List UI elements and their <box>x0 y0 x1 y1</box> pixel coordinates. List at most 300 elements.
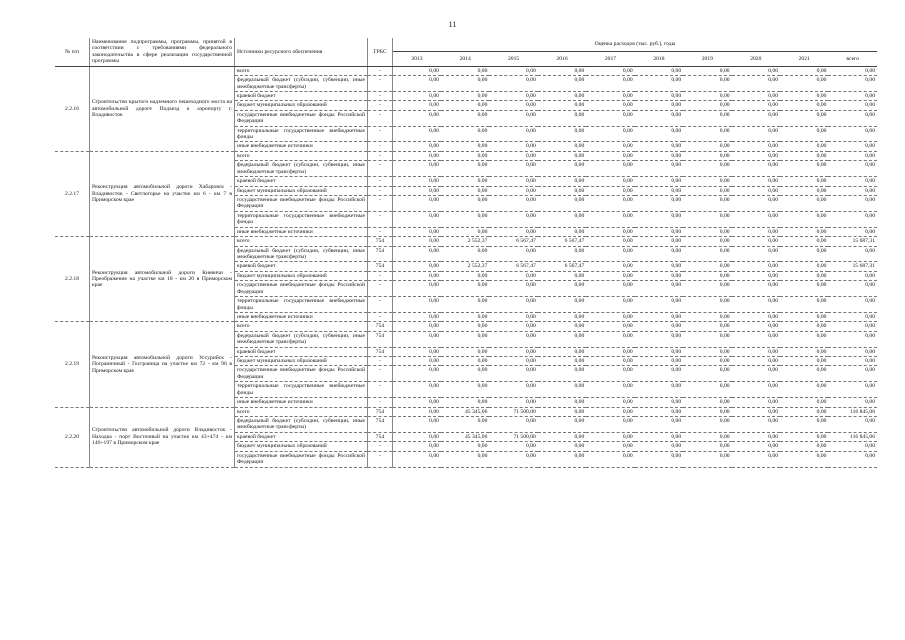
total-value: 0,00 <box>828 451 877 467</box>
year-value: 0,00 <box>780 347 828 356</box>
year-value: 0,00 <box>586 76 634 92</box>
year-value: 0,00 <box>683 196 731 212</box>
year-value: 0,00 <box>732 76 780 92</box>
year-value: 0,00 <box>586 322 634 331</box>
grbs-code: 754 <box>368 331 393 347</box>
total-value: 0,00 <box>828 322 877 331</box>
year-value: 0,00 <box>635 262 683 271</box>
year-header: 2020 <box>732 52 780 66</box>
year-value: 0,00 <box>683 382 731 398</box>
total-value: 0,00 <box>828 357 877 366</box>
year-value: 0,00 <box>393 322 441 331</box>
year-value: 0,00 <box>732 322 780 331</box>
section-name: Строительство крытого надземного пешеходного моста на автомобильной дороге Подъезд к аэропорту г. Владивосток <box>90 66 235 151</box>
year-value: 0,00 <box>538 76 586 92</box>
year-value: 0,00 <box>489 91 537 100</box>
funding-source: государственные внебюджетные фонды Российской Федерации <box>235 366 368 382</box>
year-value: 0,00 <box>635 66 683 75</box>
total-value: 0,00 <box>828 66 877 75</box>
year-value: 0,00 <box>635 281 683 297</box>
year-value: 0,00 <box>732 211 780 227</box>
year-value: 0,00 <box>586 451 634 467</box>
year-value: 0,00 <box>732 177 780 186</box>
year-value: 0,00 <box>538 271 586 280</box>
grbs-code: - <box>368 398 393 407</box>
year-value: 0,00 <box>635 101 683 110</box>
year-value: 0,00 <box>732 142 780 151</box>
year-value: 0,00 <box>538 398 586 407</box>
table-row <box>55 151 877 160</box>
funding-source: федеральный бюджет (субсидии, субвенции, иные межбюджетные трансферты) <box>235 416 368 432</box>
year-value: 0,00 <box>586 398 634 407</box>
year-value: 0,00 <box>489 126 537 142</box>
grbs-code: - <box>368 366 393 382</box>
year-value: 0,00 <box>780 91 828 100</box>
total-value: 0,00 <box>828 331 877 347</box>
year-value: 0,00 <box>635 442 683 451</box>
year-value: 0,00 <box>441 177 489 186</box>
total-value: 0,00 <box>828 126 877 142</box>
year-value: 0,00 <box>393 110 441 126</box>
year-value: 0,00 <box>393 126 441 142</box>
funding-source: иные внебюджетные источники <box>235 142 368 151</box>
year-value: 0,00 <box>586 357 634 366</box>
year-value: 0,00 <box>393 312 441 321</box>
year-value: 0,00 <box>780 142 828 151</box>
year-value: 0,00 <box>683 312 731 321</box>
year-value: 2 552,37 <box>441 262 489 271</box>
year-value: 0,00 <box>489 76 537 92</box>
year-value: 0,00 <box>683 91 731 100</box>
year-value: 71 500,00 <box>489 407 537 416</box>
year-value: 0,00 <box>732 366 780 382</box>
grbs-code: 754 <box>368 246 393 262</box>
year-value: 0,00 <box>635 142 683 151</box>
year-value: 0,00 <box>489 196 537 212</box>
year-value: 0,00 <box>538 142 586 151</box>
year-value: 0,00 <box>393 347 441 356</box>
total-value: 0,00 <box>828 442 877 451</box>
year-value: 0,00 <box>780 407 828 416</box>
grbs-code: - <box>368 297 393 313</box>
year-value: 0,00 <box>683 398 731 407</box>
funding-source: государственные внебюджетные фонды Российской Федерации <box>235 451 368 467</box>
year-value: 0,00 <box>393 382 441 398</box>
year-value: 0,00 <box>441 451 489 467</box>
year-value: 0,00 <box>441 126 489 142</box>
year-value: 0,00 <box>441 297 489 313</box>
year-value: 0,00 <box>683 142 731 151</box>
year-value: 0,00 <box>732 227 780 236</box>
year-value: 0,00 <box>732 312 780 321</box>
year-value: 0,00 <box>635 416 683 432</box>
year-value: 0,00 <box>489 442 537 451</box>
year-value: 6 567,47 <box>489 262 537 271</box>
year-value: 0,00 <box>393 211 441 227</box>
section-number: 2.2.16 <box>55 66 90 151</box>
year-value: 0,00 <box>441 151 489 160</box>
year-value: 0,00 <box>780 312 828 321</box>
year-value: 0,00 <box>586 407 634 416</box>
year-value: 0,00 <box>393 366 441 382</box>
year-value: 0,00 <box>441 312 489 321</box>
table-body <box>55 66 877 467</box>
total-value: 15 687,31 <box>828 237 877 246</box>
year-value: 6 567,47 <box>538 262 586 271</box>
year-value: 0,00 <box>586 297 634 313</box>
year-value: 0,00 <box>586 142 634 151</box>
year-value: 0,00 <box>489 451 537 467</box>
year-value: 0,00 <box>393 227 441 236</box>
year-value: 0,00 <box>683 76 731 92</box>
funding-source: территориальные государственные внебюджетные фонды <box>235 126 368 142</box>
grbs-code: - <box>368 76 393 92</box>
funding-source: территориальные государственные внебюджетные фонды <box>235 297 368 313</box>
year-value: 0,00 <box>732 331 780 347</box>
year-value: 0,00 <box>635 432 683 441</box>
total-value: 0,00 <box>828 312 877 321</box>
year-value: 0,00 <box>683 416 731 432</box>
year-value: 0,00 <box>635 110 683 126</box>
year-value: 0,00 <box>683 281 731 297</box>
year-value: 0,00 <box>780 186 828 195</box>
year-value: 0,00 <box>635 177 683 186</box>
year-value: 0,00 <box>780 322 828 331</box>
year-value: 0,00 <box>538 442 586 451</box>
section-name: Реконструкция автомобильной дороги Уссурийск - Пограничный - Госграница на участке км 72 - км 96 в Приморском крае <box>90 322 235 407</box>
year-value: 0,00 <box>489 186 537 195</box>
year-value: 45 345,06 <box>441 432 489 441</box>
year-value: 0,00 <box>538 281 586 297</box>
year-value: 0,00 <box>538 186 586 195</box>
year-value: 0,00 <box>732 297 780 313</box>
year-value: 0,00 <box>635 398 683 407</box>
year-value: 0,00 <box>393 281 441 297</box>
year-value: 0,00 <box>489 382 537 398</box>
year-value: 0,00 <box>489 142 537 151</box>
year-value: 0,00 <box>489 151 537 160</box>
year-value: 0,00 <box>732 126 780 142</box>
year-value: 0,00 <box>683 322 731 331</box>
year-value: 0,00 <box>489 331 537 347</box>
year-value: 0,00 <box>780 281 828 297</box>
year-value: 0,00 <box>780 416 828 432</box>
year-value: 0,00 <box>780 151 828 160</box>
year-value: 0,00 <box>489 271 537 280</box>
year-value: 0,00 <box>538 297 586 313</box>
year-value: 2 552,37 <box>441 237 489 246</box>
year-value: 0,00 <box>780 161 828 177</box>
grbs-code: - <box>368 66 393 75</box>
grbs-code: 754 <box>368 432 393 441</box>
year-value: 0,00 <box>538 211 586 227</box>
year-value: 0,00 <box>586 382 634 398</box>
year-value: 0,00 <box>732 196 780 212</box>
year-value: 0,00 <box>732 91 780 100</box>
year-value: 0,00 <box>780 331 828 347</box>
year-value: 0,00 <box>586 91 634 100</box>
year-value: 0,00 <box>635 151 683 160</box>
grbs-code: - <box>368 142 393 151</box>
year-value: 0,00 <box>586 66 634 75</box>
year-value: 0,00 <box>489 281 537 297</box>
year-value: 0,00 <box>393 416 441 432</box>
header-num: № п/п <box>55 38 90 66</box>
year-value: 0,00 <box>441 101 489 110</box>
year-value: 0,00 <box>780 227 828 236</box>
year-value: 0,00 <box>538 382 586 398</box>
year-value: 0,00 <box>732 101 780 110</box>
total-value: 0,00 <box>828 366 877 382</box>
total-value: 0,00 <box>828 281 877 297</box>
year-value: 0,00 <box>538 331 586 347</box>
year-value: 0,00 <box>489 177 537 186</box>
year-value: 0,00 <box>683 66 731 75</box>
total-value: 0,00 <box>828 227 877 236</box>
year-value: 0,00 <box>635 357 683 366</box>
year-value: 0,00 <box>538 66 586 75</box>
year-value: 0,00 <box>732 407 780 416</box>
grbs-code: - <box>368 227 393 236</box>
year-value: 0,00 <box>683 161 731 177</box>
year-value: 0,00 <box>586 416 634 432</box>
year-value: 0,00 <box>635 366 683 382</box>
year-value: 0,00 <box>538 357 586 366</box>
year-value: 0,00 <box>441 357 489 366</box>
year-value: 0,00 <box>393 161 441 177</box>
year-value: 0,00 <box>489 416 537 432</box>
section-name: Реконструкция автомобильной дороги Хабаровск - Владивосток - Светлогорье на участке км 6 - км 7 в Приморском крае <box>90 151 235 236</box>
funding-source: территориальные государственные внебюджетные фонды <box>235 382 368 398</box>
year-value: 0,00 <box>538 227 586 236</box>
total-value: 0,00 <box>828 271 877 280</box>
year-value: 0,00 <box>538 177 586 186</box>
year-value: 0,00 <box>780 357 828 366</box>
year-value: 0,00 <box>586 186 634 195</box>
year-value: 0,00 <box>393 237 441 246</box>
funding-source: государственные внебюджетные фонды Российской Федерации <box>235 110 368 126</box>
year-value: 0,00 <box>586 196 634 212</box>
year-value: 0,00 <box>489 322 537 331</box>
year-value: 0,00 <box>489 366 537 382</box>
year-value: 0,00 <box>732 237 780 246</box>
funding-source: бюджет муниципальных образований <box>235 271 368 280</box>
funding-source: краевой бюджет <box>235 262 368 271</box>
year-value: 0,00 <box>393 186 441 195</box>
table-row <box>55 66 877 75</box>
year-value: 0,00 <box>441 196 489 212</box>
year-value: 0,00 <box>538 432 586 441</box>
year-value: 0,00 <box>586 101 634 110</box>
total-value: 116 845,06 <box>828 407 877 416</box>
page-number: 11 <box>448 20 457 29</box>
funding-source: иные внебюджетные источники <box>235 227 368 236</box>
funding-source: государственные внебюджетные фонды Российской Федерации <box>235 196 368 212</box>
year-value: 0,00 <box>732 347 780 356</box>
funding-source: всего <box>235 237 368 246</box>
year-value: 0,00 <box>683 211 731 227</box>
year-value: 0,00 <box>489 66 537 75</box>
year-value: 0,00 <box>683 186 731 195</box>
table-row <box>55 237 877 246</box>
year-value: 0,00 <box>586 227 634 236</box>
expenditure-table <box>55 38 877 468</box>
year-value: 0,00 <box>393 407 441 416</box>
year-value: 0,00 <box>683 451 731 467</box>
year-value: 0,00 <box>780 237 828 246</box>
year-value: 0,00 <box>780 101 828 110</box>
year-value: 0,00 <box>441 110 489 126</box>
year-header: всего <box>828 52 877 66</box>
grbs-code: - <box>368 281 393 297</box>
total-value: 0,00 <box>828 347 877 356</box>
year-value: 0,00 <box>393 271 441 280</box>
year-value: 0,00 <box>732 262 780 271</box>
year-header: 2014 <box>441 52 489 66</box>
year-value: 0,00 <box>393 398 441 407</box>
year-value: 0,00 <box>780 66 828 75</box>
funding-source: всего <box>235 322 368 331</box>
year-value: 0,00 <box>441 416 489 432</box>
grbs-code: - <box>368 151 393 160</box>
year-value: 0,00 <box>441 246 489 262</box>
total-value: 0,00 <box>828 91 877 100</box>
total-value: 0,00 <box>828 211 877 227</box>
year-value: 0,00 <box>489 227 537 236</box>
year-value: 0,00 <box>780 382 828 398</box>
year-value: 0,00 <box>732 110 780 126</box>
year-value: 0,00 <box>441 442 489 451</box>
year-value: 0,00 <box>732 281 780 297</box>
funding-source: иные внебюджетные источники <box>235 312 368 321</box>
grbs-code: - <box>368 161 393 177</box>
year-value: 0,00 <box>683 246 731 262</box>
year-value: 0,00 <box>538 101 586 110</box>
year-value: 0,00 <box>393 357 441 366</box>
total-value: 0,00 <box>828 246 877 262</box>
year-value: 0,00 <box>732 416 780 432</box>
header-name: Наименование подпрограммы, программы, принятой в соответствии с требованиями федерального законодательства в сфере реализации государственной программы <box>90 38 235 66</box>
year-value: 0,00 <box>586 246 634 262</box>
grbs-code: 754 <box>368 322 393 331</box>
section-name: Реконструкция автомобильной дороги Кневичи - Преображение на участке км 18 - км 20 в Приморском крае <box>90 237 235 322</box>
year-value: 71 500,00 <box>489 432 537 441</box>
year-value: 0,00 <box>586 312 634 321</box>
year-value: 0,00 <box>586 366 634 382</box>
year-value: 0,00 <box>780 398 828 407</box>
funding-source: территориальные государственные внебюджетные фонды <box>235 211 368 227</box>
year-value: 0,00 <box>586 347 634 356</box>
year-value: 0,00 <box>538 246 586 262</box>
section-number: 2.2.18 <box>55 237 90 322</box>
year-value: 0,00 <box>489 347 537 356</box>
year-value: 0,00 <box>538 366 586 382</box>
year-value: 0,00 <box>635 271 683 280</box>
year-value: 0,00 <box>683 177 731 186</box>
grbs-code: - <box>368 177 393 186</box>
section-name: Строительство автомобильной дороги Владивосток - Находка - порт Восточный на участке км 43+474 - км 146+197 в Приморском крае <box>90 407 235 467</box>
year-value: 0,00 <box>780 366 828 382</box>
year-value: 0,00 <box>780 177 828 186</box>
year-value: 0,00 <box>683 366 731 382</box>
funding-source: бюджет муниципальных образований <box>235 357 368 366</box>
total-value: 0,00 <box>828 101 877 110</box>
year-value: 0,00 <box>635 246 683 262</box>
year-value: 0,00 <box>441 398 489 407</box>
year-value: 0,00 <box>538 347 586 356</box>
grbs-code: 754 <box>368 347 393 356</box>
year-value: 0,00 <box>635 331 683 347</box>
year-value: 0,00 <box>441 382 489 398</box>
year-value: 0,00 <box>441 271 489 280</box>
year-value: 0,00 <box>586 281 634 297</box>
header-source: Источники ресурсного обеспечения <box>235 38 368 66</box>
year-header: 2019 <box>683 52 731 66</box>
funding-source: федеральный бюджет (субсидии, субвенции, иные межбюджетные трансферты) <box>235 76 368 92</box>
section-number: 2.2.17 <box>55 151 90 236</box>
year-value: 0,00 <box>538 161 586 177</box>
grbs-code: - <box>368 357 393 366</box>
year-value: 0,00 <box>489 297 537 313</box>
year-value: 0,00 <box>393 331 441 347</box>
table-row <box>55 407 877 416</box>
funding-source: федеральный бюджет (субсидии, субвенции, иные межбюджетные трансферты) <box>235 331 368 347</box>
section-number: 2.2.20 <box>55 407 90 467</box>
year-value: 0,00 <box>635 312 683 321</box>
year-value: 0,00 <box>441 66 489 75</box>
year-value: 0,00 <box>780 297 828 313</box>
total-value: 0,00 <box>828 142 877 151</box>
year-value: 0,00 <box>538 110 586 126</box>
grbs-code: 754 <box>368 237 393 246</box>
funding-source: всего <box>235 407 368 416</box>
year-value: 0,00 <box>586 177 634 186</box>
year-value: 0,00 <box>586 211 634 227</box>
year-value: 0,00 <box>441 186 489 195</box>
year-header: 2017 <box>586 52 634 66</box>
grbs-code: - <box>368 451 393 467</box>
year-value: 0,00 <box>780 76 828 92</box>
section-number: 2.2.19 <box>55 322 90 407</box>
year-value: 0,00 <box>683 297 731 313</box>
grbs-code: - <box>368 110 393 126</box>
funding-source: всего <box>235 66 368 75</box>
year-value: 0,00 <box>393 297 441 313</box>
year-value: 0,00 <box>586 271 634 280</box>
year-value: 0,00 <box>586 110 634 126</box>
total-value: 0,00 <box>828 76 877 92</box>
total-value: 0,00 <box>828 196 877 212</box>
year-value: 0,00 <box>635 186 683 195</box>
year-value: 0,00 <box>441 142 489 151</box>
year-value: 0,00 <box>780 432 828 441</box>
header-grbs: ГРБС <box>368 38 393 66</box>
year-value: 0,00 <box>441 347 489 356</box>
year-value: 0,00 <box>441 322 489 331</box>
year-header: 2015 <box>489 52 537 66</box>
grbs-code: 754 <box>368 262 393 271</box>
funding-source: бюджет муниципальных образований <box>235 101 368 110</box>
year-value: 0,00 <box>393 451 441 467</box>
grbs-code: 754 <box>368 407 393 416</box>
year-value: 0,00 <box>683 101 731 110</box>
year-value: 0,00 <box>441 91 489 100</box>
year-value: 0,00 <box>732 357 780 366</box>
year-value: 0,00 <box>732 246 780 262</box>
year-value: 0,00 <box>780 442 828 451</box>
year-value: 0,00 <box>393 442 441 451</box>
grbs-code: - <box>368 126 393 142</box>
